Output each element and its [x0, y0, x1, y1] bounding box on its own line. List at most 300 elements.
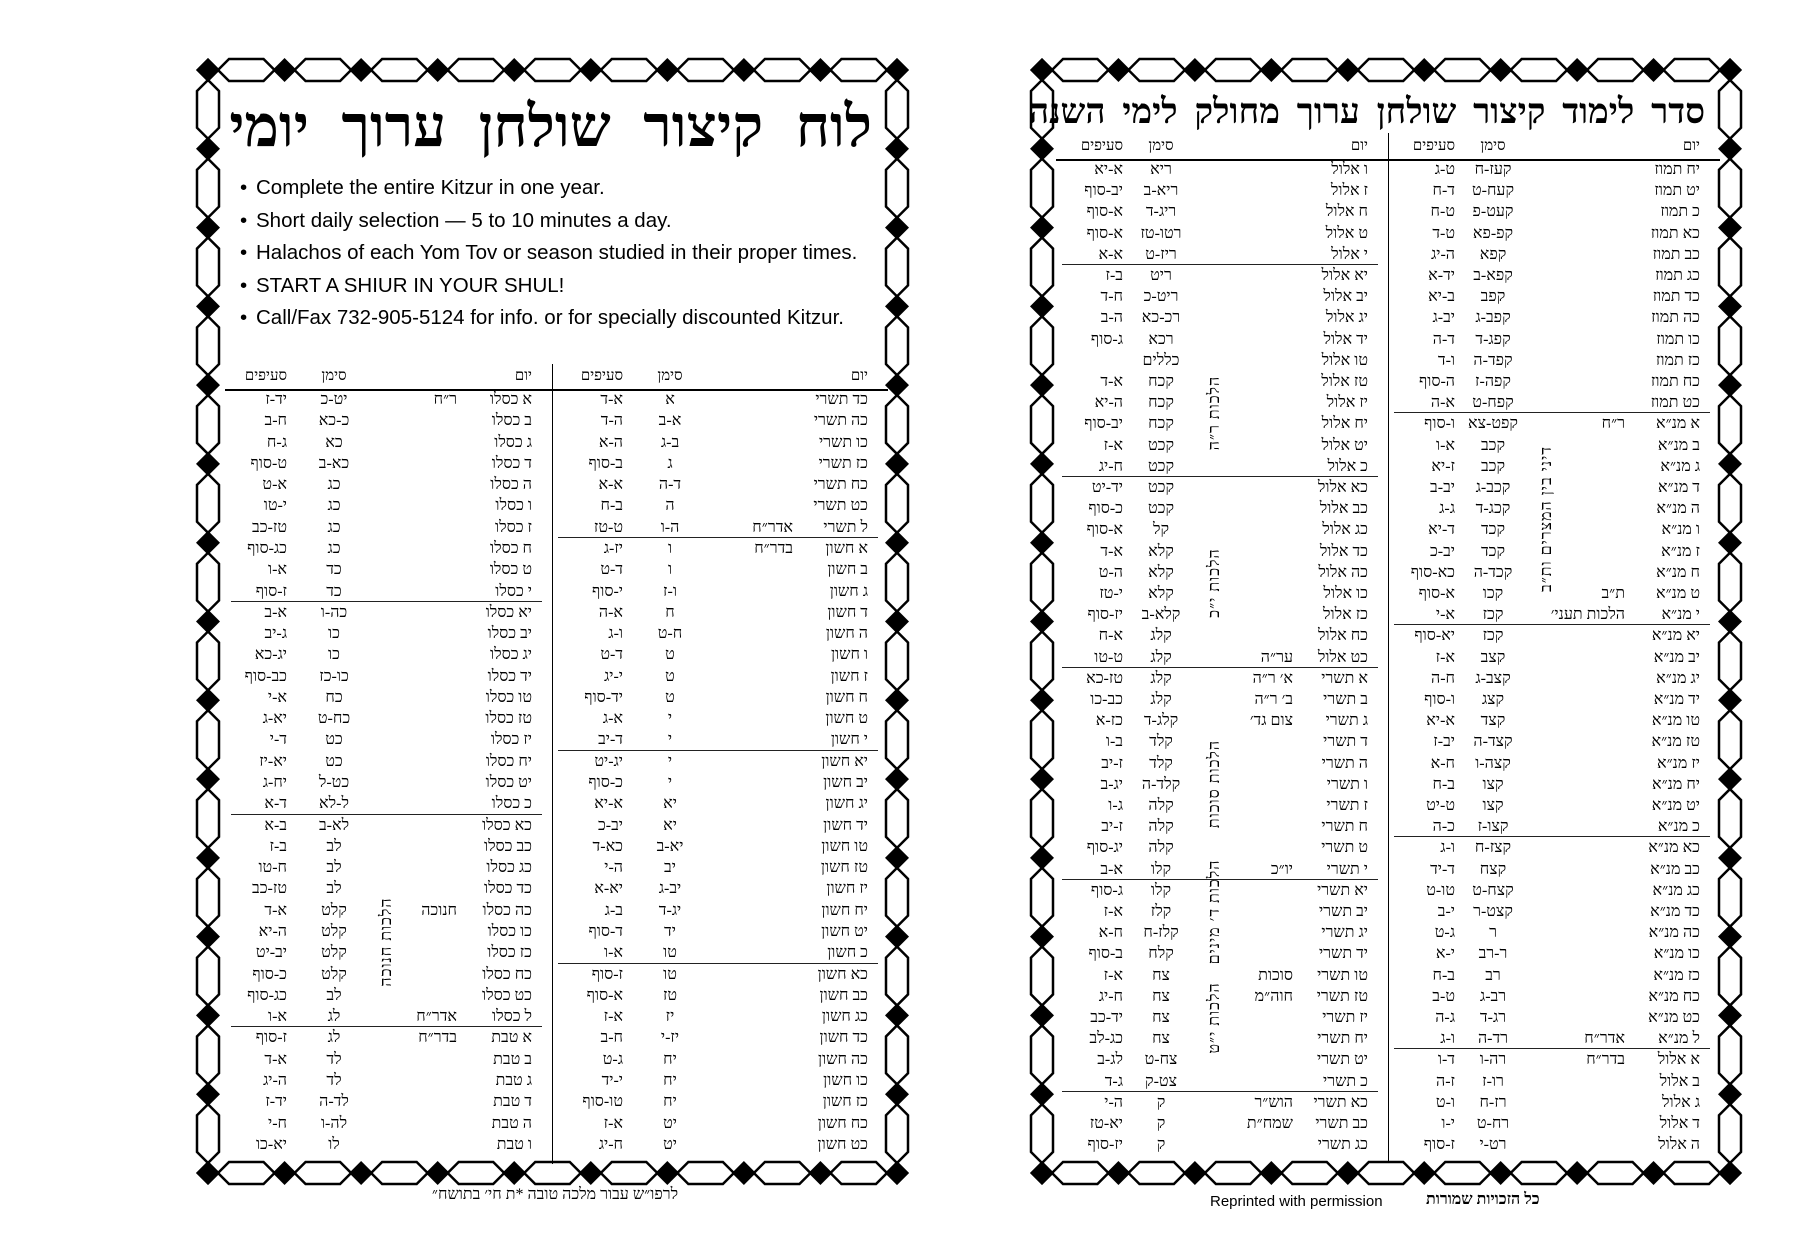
seifim-cell: א-י — [1435, 606, 1455, 624]
siman-cell: קפא-ב — [1473, 267, 1513, 284]
siman-cell: קכז — [1482, 606, 1504, 624]
border-chain-link — [886, 868, 908, 927]
siman-cell: כד — [326, 561, 342, 579]
seifim-cell: יב-כ — [597, 816, 623, 834]
siman-cell: לד — [326, 1071, 342, 1089]
day-cell: י חשון — [830, 731, 868, 749]
siman-cell: יא — [663, 795, 677, 813]
table-header — [552, 364, 888, 389]
siman-cell: כא — [325, 433, 343, 451]
siman-cell: רד-ה — [1477, 1030, 1509, 1048]
siman-cell: כא-ב — [318, 454, 350, 472]
occasion-note: ר״ח — [433, 391, 457, 408]
occasion-note: הלכות תעני׳ — [1550, 606, 1625, 624]
table-row — [1056, 710, 1388, 731]
seifim-cell: ג-ט — [1434, 924, 1455, 942]
siman-cell: קכב — [1480, 436, 1506, 454]
border-diamond-icon — [1642, 58, 1666, 82]
seifim-cell: ט-ח — [1430, 203, 1455, 221]
seifim-cell: ז-יב — [1101, 754, 1123, 772]
siman-cell: קכט — [1147, 457, 1175, 475]
seifim-cell: ה-י — [1104, 1093, 1123, 1111]
day-cell: ט מנ״א — [1655, 585, 1700, 602]
seifim-cell: יא-כו — [255, 1135, 287, 1153]
vertical-section-label-text: הלכות חנוכה — [378, 897, 395, 987]
day-cell: כח תמוז — [1650, 373, 1700, 390]
table-row — [225, 729, 552, 750]
siman-cell: קלה — [1148, 839, 1174, 857]
day-cell: יג כסלו — [490, 646, 532, 664]
border-chain-link — [1281, 1162, 1337, 1184]
table-row — [1388, 986, 1720, 1007]
siman-cell: צח-ט — [1144, 1051, 1178, 1069]
siman-cell: כו-כז — [319, 667, 349, 685]
siman-cell: קצז-ח — [1474, 839, 1512, 857]
table-row — [225, 1027, 552, 1048]
table-row — [1388, 625, 1720, 646]
border-chain-link — [371, 59, 428, 81]
siman-cell: ריז-ט — [1145, 245, 1177, 263]
vertical-section-label-text: הלכות י״כ — [1206, 548, 1223, 618]
siman-cell: כללים — [1142, 351, 1180, 369]
day-cell: ל מנ״א — [1658, 1030, 1700, 1048]
siman-cell: ה — [665, 497, 675, 515]
table-row — [1056, 647, 1388, 668]
border-chain-link — [197, 868, 219, 927]
border-diamond-icon — [196, 373, 220, 397]
seifim-cell: א-ב — [264, 603, 287, 621]
border-chain-link — [1031, 159, 1053, 218]
table-row — [1388, 753, 1720, 774]
table-row — [1056, 456, 1388, 477]
border-diamond-icon — [885, 1082, 909, 1106]
siman-cell: קעז-ח — [1474, 161, 1512, 178]
seifim-cell: י-ב — [1437, 903, 1455, 920]
siman-cell: ט — [665, 646, 675, 664]
day-cell: כ תמוז — [1660, 203, 1700, 221]
siman-cell: א — [665, 391, 675, 408]
border-chain-link — [886, 947, 908, 1006]
siman-cell: יג-ד — [658, 901, 682, 919]
table-row — [1388, 1028, 1720, 1049]
bullet-item — [240, 270, 857, 303]
day-cell: ה מנ״א — [1656, 500, 1700, 518]
table-row — [552, 559, 888, 580]
border-diamond-icon — [1718, 216, 1742, 240]
siman-cell: לב — [326, 986, 342, 1004]
border-diamond-icon — [885, 610, 909, 634]
border-chain-link — [197, 632, 219, 691]
siman-cell: כט-ל — [318, 774, 350, 792]
siman-cell: קלא-ב — [1141, 606, 1181, 624]
border-chain-link — [886, 632, 908, 691]
border-diamond-icon — [1106, 58, 1130, 82]
border-chain-link — [197, 316, 219, 375]
day-cell: ו חשון — [830, 646, 868, 664]
border-chain-link — [218, 1162, 275, 1184]
seifim-cell: א-ו — [603, 944, 623, 962]
day-cell: כ כסלו — [491, 795, 532, 813]
border-chain-link — [197, 947, 219, 1006]
siman-cell: קלה — [1148, 818, 1174, 836]
border-diamond-icon — [349, 58, 373, 82]
day-cell: יא כסלו — [485, 603, 532, 621]
seifim-cell: ה-ב — [1100, 309, 1123, 327]
bullet-text: Complete the entire Kitzur in one year. — [256, 176, 605, 199]
seifim-cell: יב-ג — [1432, 309, 1455, 327]
siman-cell: קלו — [1150, 860, 1172, 878]
bullet-item — [240, 205, 857, 238]
border-diamond-icon — [1030, 452, 1054, 476]
siman-cell: קלט — [321, 923, 347, 940]
day-cell: טו אלול — [1321, 351, 1368, 369]
table-row — [225, 432, 552, 453]
table-row — [1388, 731, 1720, 752]
header-siman: סימן — [657, 368, 683, 384]
border-diamond-icon — [1030, 1082, 1054, 1106]
day-cell: יא תשרי — [1317, 881, 1368, 899]
seifim-cell: א-ד — [264, 901, 287, 919]
border-chain-link — [448, 1162, 505, 1184]
siman-cell: קצב-ג — [1475, 669, 1511, 687]
siman-cell: קלז — [1150, 903, 1172, 920]
border-diamond-icon — [1030, 925, 1054, 949]
day-cell: כא מנ״א — [1648, 839, 1700, 857]
seifim-cell: ב-סוף — [588, 454, 623, 472]
header-day: יום — [1682, 138, 1700, 154]
border-chain-link — [1664, 59, 1720, 81]
day-cell: כג אלול — [1322, 521, 1368, 539]
siman-cell: ל-לא — [319, 795, 349, 813]
header-siman: סימן — [1480, 138, 1506, 154]
border-diamond-icon — [1718, 846, 1742, 870]
day-cell: כה מנ״א — [1648, 924, 1700, 942]
border-diamond-icon — [1259, 1161, 1283, 1185]
table-row — [552, 836, 888, 857]
siman-cell: קפט-צא — [1468, 415, 1518, 433]
border-chain-link — [197, 395, 219, 454]
seifim-cell: ח-י — [268, 1114, 287, 1132]
day-cell: ז תשרי — [1326, 797, 1368, 814]
table-row — [552, 900, 888, 921]
siman-cell: ט — [665, 688, 675, 706]
border-diamond-icon — [885, 1161, 909, 1185]
schedule-column-right — [1388, 133, 1720, 1163]
table-row — [225, 495, 552, 516]
day-cell: ו טבת — [496, 1135, 532, 1153]
border-diamond-icon — [1489, 1161, 1513, 1185]
seifim-cell: כא-סוף — [1410, 563, 1455, 581]
table-row — [1056, 1134, 1388, 1155]
day-cell: כא אלול — [1317, 479, 1368, 496]
seifim-cell: טו-ט — [1426, 881, 1455, 899]
border-diamond-icon — [579, 58, 603, 82]
day-cell: כט תמוז — [1650, 394, 1700, 412]
seifim-cell: ז-סוף — [255, 582, 287, 600]
border-chain-link — [886, 316, 908, 375]
table-row — [552, 708, 888, 729]
siman-cell: ר-רב — [1478, 945, 1508, 963]
table-row — [225, 474, 552, 495]
border-diamond-icon — [502, 1161, 526, 1185]
day-cell: כז תמוז — [1655, 351, 1700, 369]
border-chain-link — [1031, 947, 1053, 1006]
day-cell: ח אלול — [1325, 203, 1368, 221]
border-diamond-icon — [732, 58, 756, 82]
border-chain-link — [197, 238, 219, 297]
border-diamond-icon — [885, 216, 909, 240]
table-row — [552, 815, 888, 836]
seifim-cell: א-י — [267, 688, 287, 706]
seifim-cell: ב-ו — [1105, 733, 1123, 751]
seifim-cell: יד-ז — [265, 391, 287, 408]
siman-cell: לא-ב — [318, 816, 350, 834]
occasion-note: בדר״ח — [1586, 1051, 1625, 1069]
seifim-cell: יב-יט — [255, 944, 287, 962]
table-row — [1388, 880, 1720, 901]
border-chain-link — [1664, 1162, 1720, 1184]
day-cell: כד חשון — [819, 1029, 868, 1047]
siman-cell: יז — [665, 1008, 675, 1026]
day-cell: ח תשרי — [1321, 818, 1368, 836]
seifim-cell: ז-ה — [1436, 1072, 1455, 1090]
table-row — [1056, 1092, 1388, 1113]
border-chain-link — [1719, 789, 1741, 848]
border-chain-link — [1358, 1162, 1414, 1184]
occasion-note: אדר״ח — [1584, 1030, 1625, 1048]
border-diamond-icon — [196, 1161, 220, 1185]
day-cell: יד אלול — [1323, 330, 1368, 348]
siman-cell: קכד — [1480, 542, 1506, 560]
seifim-cell: ב-ח — [1432, 775, 1455, 793]
bullet-item — [240, 302, 857, 335]
siman-cell: קלו — [1150, 881, 1172, 899]
border-diamond-icon — [1565, 1161, 1589, 1185]
border-chain-link — [677, 59, 734, 81]
table-row — [552, 538, 888, 559]
border-diamond-icon — [1183, 1161, 1207, 1185]
border-diamond-icon — [1030, 373, 1054, 397]
day-cell: ז כסלו — [495, 518, 532, 536]
seifim-cell: יז-סוף — [1087, 606, 1123, 624]
siman-cell: יח — [663, 1071, 677, 1089]
siman-cell: קלט — [321, 965, 347, 983]
siman-cell: ק — [1156, 1093, 1166, 1111]
seifim-cell: ח-ב — [264, 412, 287, 430]
seifim-cell: ג-סוף — [1090, 881, 1123, 899]
seifim-cell: א-יא — [1094, 161, 1123, 178]
siman-cell: יז-י — [660, 1029, 680, 1047]
day-cell: יד חשון — [823, 816, 868, 834]
border-diamond-icon — [196, 925, 220, 949]
day-cell: יח חשון — [821, 901, 868, 919]
seifim-cell: י-א — [1435, 945, 1455, 963]
occasion-note: בדר״ח — [418, 1029, 457, 1047]
seifim-cell: ח-א — [1098, 924, 1123, 942]
table-row — [1056, 625, 1388, 646]
day-cell: ד אלול — [1659, 1115, 1700, 1132]
siman-cell: כג — [327, 518, 341, 536]
table-row — [552, 793, 888, 814]
siman-cell: כג — [327, 539, 341, 557]
border-diamond-icon — [885, 925, 909, 949]
siman-cell: יט — [663, 1114, 677, 1132]
border-chain-link — [295, 59, 352, 81]
day-cell: יב תשרי — [1318, 903, 1368, 920]
table-row — [1056, 223, 1388, 244]
day-cell: כו תשרי — [818, 433, 868, 451]
siman-cell: כט — [325, 731, 343, 749]
vertical-section-label-text: הלכות ד׳ מינים — [1206, 859, 1223, 964]
seifim-cell: יב-כ — [1429, 542, 1455, 560]
day-cell: ד חשון — [827, 603, 868, 621]
seifim-cell: ח-טו — [258, 859, 287, 877]
border-diamond-icon — [885, 294, 909, 318]
siman-cell: ד-ה — [658, 476, 682, 494]
day-cell: כב תמוז — [1652, 245, 1700, 263]
siman-cell: ריא — [1150, 161, 1172, 178]
siman-cell: יט — [663, 1135, 677, 1153]
seifim-cell: א-סוף — [586, 986, 623, 1004]
siman-cell: לה-ו — [320, 1114, 348, 1132]
header-siman: סימן — [1148, 138, 1174, 154]
day-cell: כט תשרי — [813, 497, 868, 515]
border-diamond-icon — [885, 58, 909, 82]
seifim-cell: ח-יג — [1098, 457, 1123, 475]
border-diamond-icon — [502, 58, 526, 82]
table-row — [1056, 1113, 1388, 1134]
bullet-text: Call/Fax 732-905-5124 for info. or for specially discounted Kitzur. — [256, 306, 844, 329]
header-siman: סימן — [321, 368, 347, 384]
seifim-cell: ז-סוף — [1423, 1136, 1455, 1154]
seifim-cell: ה-ט — [1098, 563, 1123, 581]
border-chain-link — [886, 789, 908, 848]
day-cell: יח תשרי — [1317, 1030, 1368, 1048]
border-chain-link — [1434, 59, 1490, 81]
border-diamond-icon — [1718, 610, 1742, 634]
siman-cell: קצב — [1480, 648, 1506, 666]
day-cell: א מנ״א — [1656, 415, 1700, 433]
border-chain-link — [1205, 59, 1261, 81]
border-chain-link — [1128, 59, 1184, 81]
table-header — [1388, 133, 1720, 159]
table-row — [225, 666, 552, 687]
day-cell: כח חשון — [817, 1114, 868, 1132]
siman-cell: קצו — [1482, 797, 1504, 814]
table-row — [225, 453, 552, 474]
siman-cell: ר — [1489, 924, 1497, 942]
siman-cell: כח — [325, 688, 343, 706]
day-cell: כח תשרי — [813, 476, 868, 494]
bullet-item — [240, 237, 857, 270]
seifim-cell: י-יג — [604, 667, 623, 685]
feature-bullet-list — [240, 172, 857, 335]
seifim-cell: יז-סוף — [1087, 1136, 1123, 1154]
table-row — [225, 793, 552, 814]
header-day: יום — [1350, 138, 1368, 154]
border-diamond-icon — [808, 58, 832, 82]
day-cell: ה חשון — [825, 625, 868, 643]
table-row — [1056, 350, 1388, 371]
seifim-cell: ט-ד — [1432, 224, 1455, 242]
border-chain-link — [448, 59, 505, 81]
border-chain-link — [1031, 1104, 1053, 1163]
day-cell: יט תשרי — [1317, 1051, 1368, 1069]
occasion-note: הוש״ר — [1254, 1093, 1293, 1111]
siman-cell: קצו-ז — [1477, 818, 1509, 836]
day-cell: ח חשון — [825, 688, 868, 706]
siman-cell: קלד-ה — [1141, 775, 1181, 793]
seifim-cell: ג-יב — [264, 625, 287, 643]
seifim-cell: יב-סוף — [1084, 182, 1123, 200]
bullet-icon: • — [240, 176, 248, 199]
table-row — [1056, 329, 1388, 350]
border-chain-link — [295, 1162, 352, 1184]
border-diamond-icon — [885, 452, 909, 476]
border-diamond-icon — [1183, 58, 1207, 82]
table-row — [1056, 201, 1388, 222]
day-cell: ג תשרי — [1325, 712, 1368, 730]
border-chain-link — [1031, 1025, 1053, 1084]
siman-cell: טז — [662, 986, 678, 1004]
siman-cell: ריא-ב — [1143, 182, 1179, 200]
day-cell: ה טבת — [491, 1114, 532, 1132]
seifim-cell: ד-א — [264, 795, 287, 813]
bullet-text: START A SHIUR IN YOUR SHUL! — [256, 273, 565, 297]
border-chain-link — [197, 789, 219, 848]
occasion-note: ב׳ ר״ה — [1254, 691, 1293, 708]
bullet-icon: • — [240, 273, 248, 297]
border-chain-link — [886, 238, 908, 297]
siman-cell: יח — [663, 1050, 677, 1068]
seifim-cell: ג-ו — [1108, 797, 1123, 814]
table-row — [552, 1027, 888, 1048]
siman-cell: לו — [328, 1135, 340, 1153]
left-schedule-table — [225, 364, 888, 1164]
border-chain-link — [886, 80, 908, 139]
seifim-cell: א-א — [1098, 245, 1123, 263]
border-chain-link — [677, 1162, 734, 1184]
day-cell: כב תשרי — [1315, 1115, 1368, 1132]
day-cell: כו כסלו — [487, 923, 532, 940]
day-cell: כט חשון — [817, 1135, 868, 1153]
day-cell: ב טבת — [493, 1050, 532, 1068]
day-cell: כז מנ״א — [1653, 966, 1700, 984]
seifim-cell: ח-ה — [1431, 669, 1455, 687]
siman-cell: ריט — [1150, 267, 1172, 284]
table-row — [225, 644, 552, 665]
siman-cell: קלז-ח — [1143, 924, 1179, 942]
seifim-cell: ד-ט — [600, 646, 623, 664]
table-row — [1388, 1049, 1720, 1070]
day-cell: כה כסלו — [482, 901, 532, 919]
day-cell: כז תשרי — [818, 454, 868, 472]
table-row — [225, 985, 552, 1006]
border-chain-link — [1719, 238, 1741, 297]
occasion-note: שמח״ת — [1246, 1115, 1293, 1132]
seifim-cell: כג-לב — [1089, 1030, 1123, 1048]
day-cell: י מנ״א — [1661, 606, 1700, 624]
siman-cell: צח — [1152, 966, 1170, 984]
table-row — [552, 772, 888, 793]
seifim-cell: ט-טו — [1094, 648, 1123, 666]
siman-cell: לב — [326, 859, 342, 877]
seifim-cell: א-ו — [1435, 436, 1455, 454]
border-chain-link — [197, 710, 219, 769]
seifim-cell: ב-ז — [269, 837, 287, 855]
border-chain-link — [830, 1162, 887, 1184]
table-row — [225, 517, 552, 538]
